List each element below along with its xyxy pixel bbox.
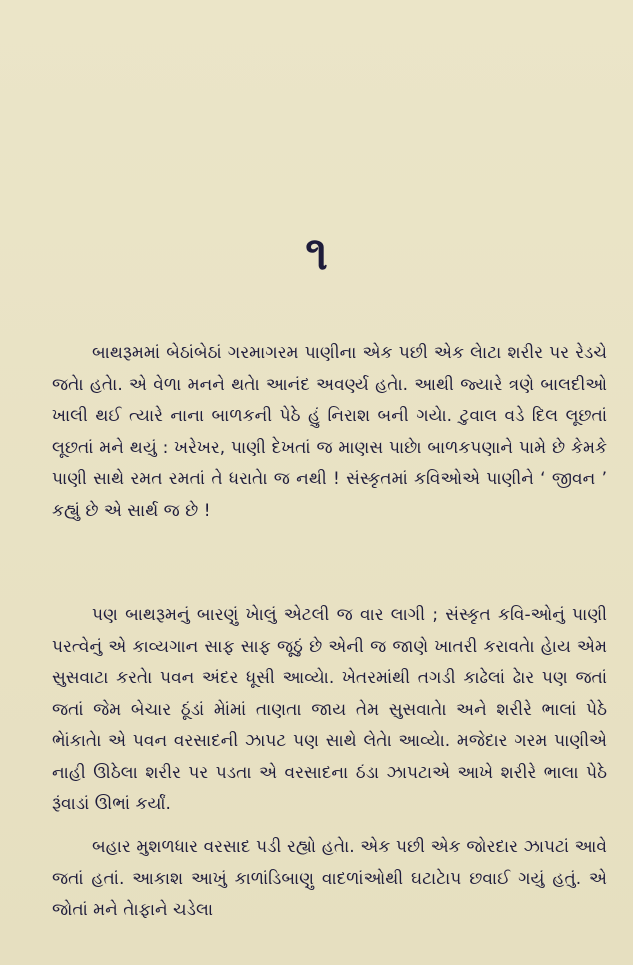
chapter-number: ૧ (305, 226, 328, 280)
paragraph-text: બાથરૂમમાં બેઠાંબેઠાં ગરમાગરમ પાણીના એક પછી એક લેાટા શરીર પર રેડચે જતેા હતેા. એ વેળા મનને થતેા આનંદ અવર્ણ્ય હતેા. આથી જ્યારે ત્રણે બાલદીઓ ખાલી થઈ ત્યારે નાના બાળકની પેઠે હું નિરાશ બની ગયેા. ટુવાલ વડે દિલ લૂછતાં લૂછતાં મને થયું : ખરેખર, પાણી દેખતાં જ માણસ પાછેા બાળકપણાને પામે છે કેમકે પાણી સાથે રમત રમતાં તે ધરાતેા જ નથી ! સંસ્કૃતમાં કવિઓએ પાણીને ‘ જીવન ’ કહ્યું છે એ સાર્થ જ છે ! (52, 343, 607, 521)
paragraph-3 (52, 832, 607, 927)
paragraph-text: પણ બાથરૂમનું બારણું ખેાલું એટલી જ વાર લાગી ; સંસ્કૃત કવિ-ઓનું પાણી પરત્વેનું એ કાવ્યગાન સાફ સાફ જૂઠું છે એની જ જાણે ખાતરી કરાવતેા હેાય એમ સુસવાટા કરતેા પવન અંદર ધૂસી આવ્યેા. ખેતરમાંથી તગડી કાઢેલાં ઢેાર પણ જતાં જતાં જેમ બેચાર ઠૂંડાં મેાંમાં તાણતા જાય તેમ સુસવાતેા અને શરીરે ભાલાં પેઠે ભેાંકાતેા એ પવન વરસાદની ઝાપટ પણ સાથે લેતેા આવ્યેા. મજેદાર ગરમ પાણીએ નાહી ઊઠેલા શરીર પર પડતા એ વરસાદના ઠંડા ઝાપટાએ આખે શરીરે ભાલા પેઠે રૂંવાડાં ઊભાં કર્યાં. (52, 605, 607, 814)
paragraph-text: બહાર મુશળધાર વરસાદ પડી રહ્યો હતેા. એક પછી એક જોરદાર ઝાપટાં આવે જતાં હતાં. આકાશ આખું કાળાંડિબાણુ વાદળાંઓથી ઘટાટેાપ છવાઈ ગયું હતું. એ જોતાં મને તેાફાને ચડેલા (52, 837, 607, 920)
paragraph-2 (52, 600, 607, 821)
paragraph-1 (52, 338, 607, 527)
